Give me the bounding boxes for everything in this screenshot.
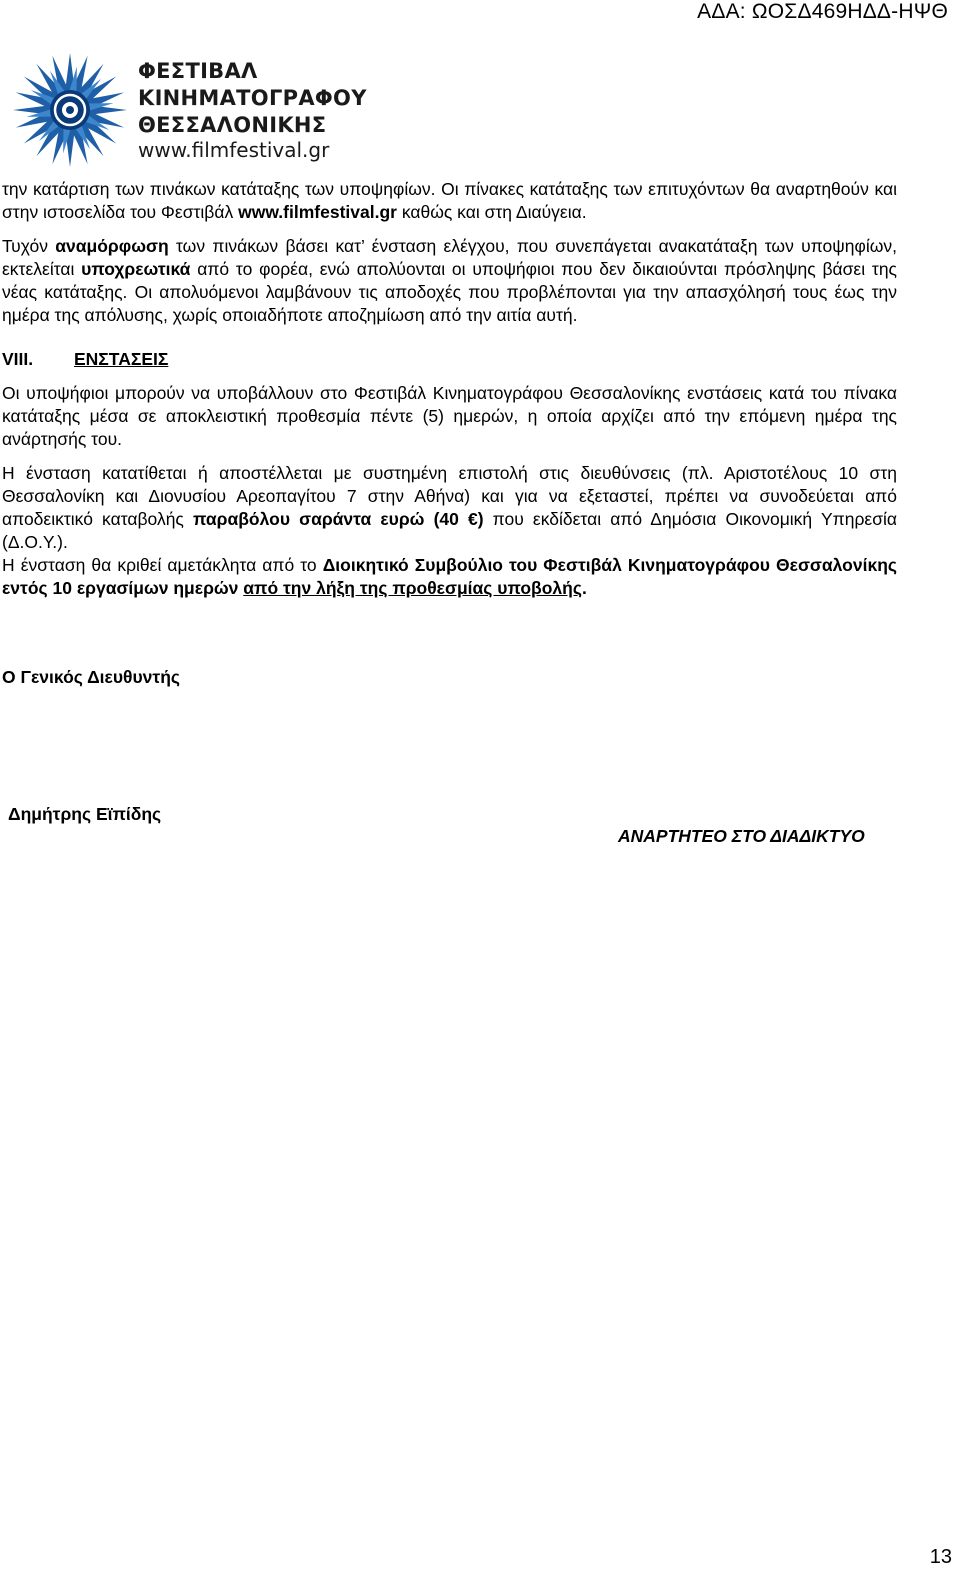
signatory-role: Ο Γενικός Διευθυντής xyxy=(2,667,180,687)
logo-line-1: ΦΕΣΤΙΒΑΛ xyxy=(138,59,258,83)
sun-emblem-icon xyxy=(10,52,132,170)
posting-note: ΑΝΑΡΤΗΤΕΟ ΣΤΟ ΔΙΑΔΙΚΤΥΟ xyxy=(618,826,865,846)
page-number: 13 xyxy=(929,1546,952,1568)
logo-url: www.filmfestival.gr xyxy=(138,138,330,162)
paragraph-objections: Οι υποψήφιοι μπορούν να υποβάλλουν στο Φεστιβάλ Κινηματογράφου Θεσσαλονίκης ενστάσεις κατά του πίνακα κατάταξης μέσα σε αποκλειστική προθεσμία πέντε (5) ημερών, η οποία αρχίζει από την επόμενη ημέρα της ανάρτησής του. xyxy=(2,383,897,449)
document-body xyxy=(2,178,897,600)
paragraph-reform: Τυχόν αναμόρφωση των πινάκων βάσει κατ’ ένσταση ελέγχου, που συνεπάγεται ανακατάταξη των υποψηφίων, εκτελείται υποχρεωτικά από το φορέα, ενώ απολύονται οι υποψήφιοι που δεν δικαιούνται πρόσληψης βάσει της νέας κατάταξης. Οι απολυόμενοι λαμβάνουν τις αποδοχές που προβλέπονται για την απασχόλησή τους έως την ημέρα της απόλυσης, χωρίς οποιαδήποτε αποζημίωση από την αιτία αυτή. xyxy=(2,236,897,325)
logo-wordmark xyxy=(138,58,367,139)
paragraph-submission: Η ένσταση κατατίθεται ή αποστέλλεται με συστημένη επιστολή στις διευθύνσεις (πλ. Αριστοτέλους 10 στη Θεσσαλονίκη και Διονυσίου Αρεοπαγίτου 7 στην Αθήνα) και για να εξεταστεί, πρέπει να συνοδεύεται από αποδεικτικό καταβολής παραβόλου σαράντα ευρώ (40 €) που εκδίδεται από Δημόσια Οικονομική Υπηρεσία (Δ.Ο.Υ.). xyxy=(2,463,897,552)
festival-logo xyxy=(10,52,370,170)
ada-code: ΑΔΑ: ΩΟΣΔ469ΗΔΔ-ΗΨΘ xyxy=(697,0,948,23)
paragraph-decision: Η ένσταση θα κριθεί αμετάκλητα από το Διοικητικό Συμβούλιο του Φεστιβάλ Κινηματογράφου Θεσσαλονίκης εντός 10 εργασίμων ημερών από την λήξη της προθεσμίας υποβολής. xyxy=(2,555,897,598)
logo-line-2: ΚΙΝΗΜΑΤΟΓΡΑΦΟΥ xyxy=(138,86,367,110)
paragraph-ranking-publication: την κατάρτιση των πινάκων κατάταξης των υποψηφίων. Οι πίνακες κατάταξης των επιτυχόντων θα αναρτηθούν και στην ιστοσελίδα του Φεστιβάλ www.filmfestival.gr καθώς και στη Διαύγεια. xyxy=(2,179,897,222)
logo-line-3: ΘΕΣΣΑΛΟΝΙΚΗΣ xyxy=(138,113,327,137)
section-number: VIII. xyxy=(2,349,34,369)
signatory-name: Δημήτρης Εϊπίδης xyxy=(8,804,162,824)
section-heading xyxy=(2,348,897,371)
website-link: www.filmfestival.gr xyxy=(238,202,397,222)
section-title: ΕΝΣΤΑΣΕΙΣ xyxy=(74,349,169,369)
